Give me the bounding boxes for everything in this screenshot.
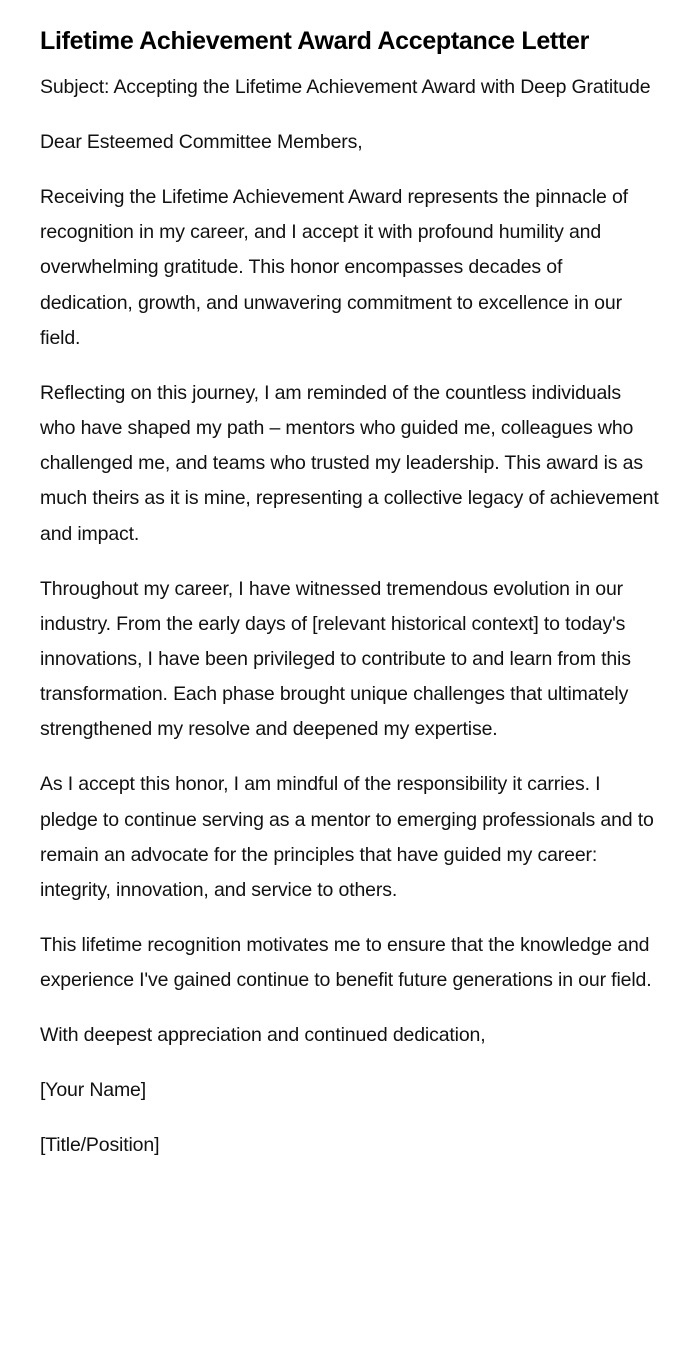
letter-paragraph-reflection: Reflecting on this journey, I am reminded of the countless individuals who have shaped my path – mentors who guided me, colleagues who challenged me, and teams who trusted my leadership. This award is as much theirs as it is mine, representing a collective legacy of achievement and impact. [40, 381, 659, 545]
letter-paragraph-motivation: This lifetime recognition motivates me to ensure that the knowledge and experience I've gained continue to benefit future generations in our field. [40, 934, 652, 992]
letter-paragraph-gratitude: Receiving the Lifetime Achievement Award represents the pinnacle of recognition in my career, and I accept it with profound humility and overwhelming gratitude. This honor encompasses decades of dedication, growth, and unwavering commitment to excellence in our field. [40, 186, 628, 349]
signature-title: [Title/Position] [40, 1134, 160, 1157]
signature-name: [Your Name] [40, 1079, 147, 1102]
letter-title: Lifetime Achievement Award Acceptance Letter [40, 27, 590, 55]
letter-closing: With deepest appreciation and continued dedication, [40, 1024, 486, 1047]
letter-subject: Subject: Accepting the Lifetime Achievement Award with Deep Gratitude [40, 76, 651, 98]
letter-paragraph-pledge: As I accept this honor, I am mindful of the responsibility it carries. I pledge to continue serving as a mentor to emerging professionals and to remain an advocate for the principles that have guided my career: integrity, innovation, and service to others. [40, 773, 654, 902]
letter-paragraph-career: Throughout my career, I have witnessed tremendous evolution in our industry. From the early days of [relevant historical context] to today's innovations, I have been privileged to contribute to and learn from this transformation. Each phase brought unique challenges that ultimately strengthened my resolve and deepened my expertise. [40, 577, 631, 741]
letter-salutation: Dear Esteemed Committee Members, [40, 131, 363, 153]
